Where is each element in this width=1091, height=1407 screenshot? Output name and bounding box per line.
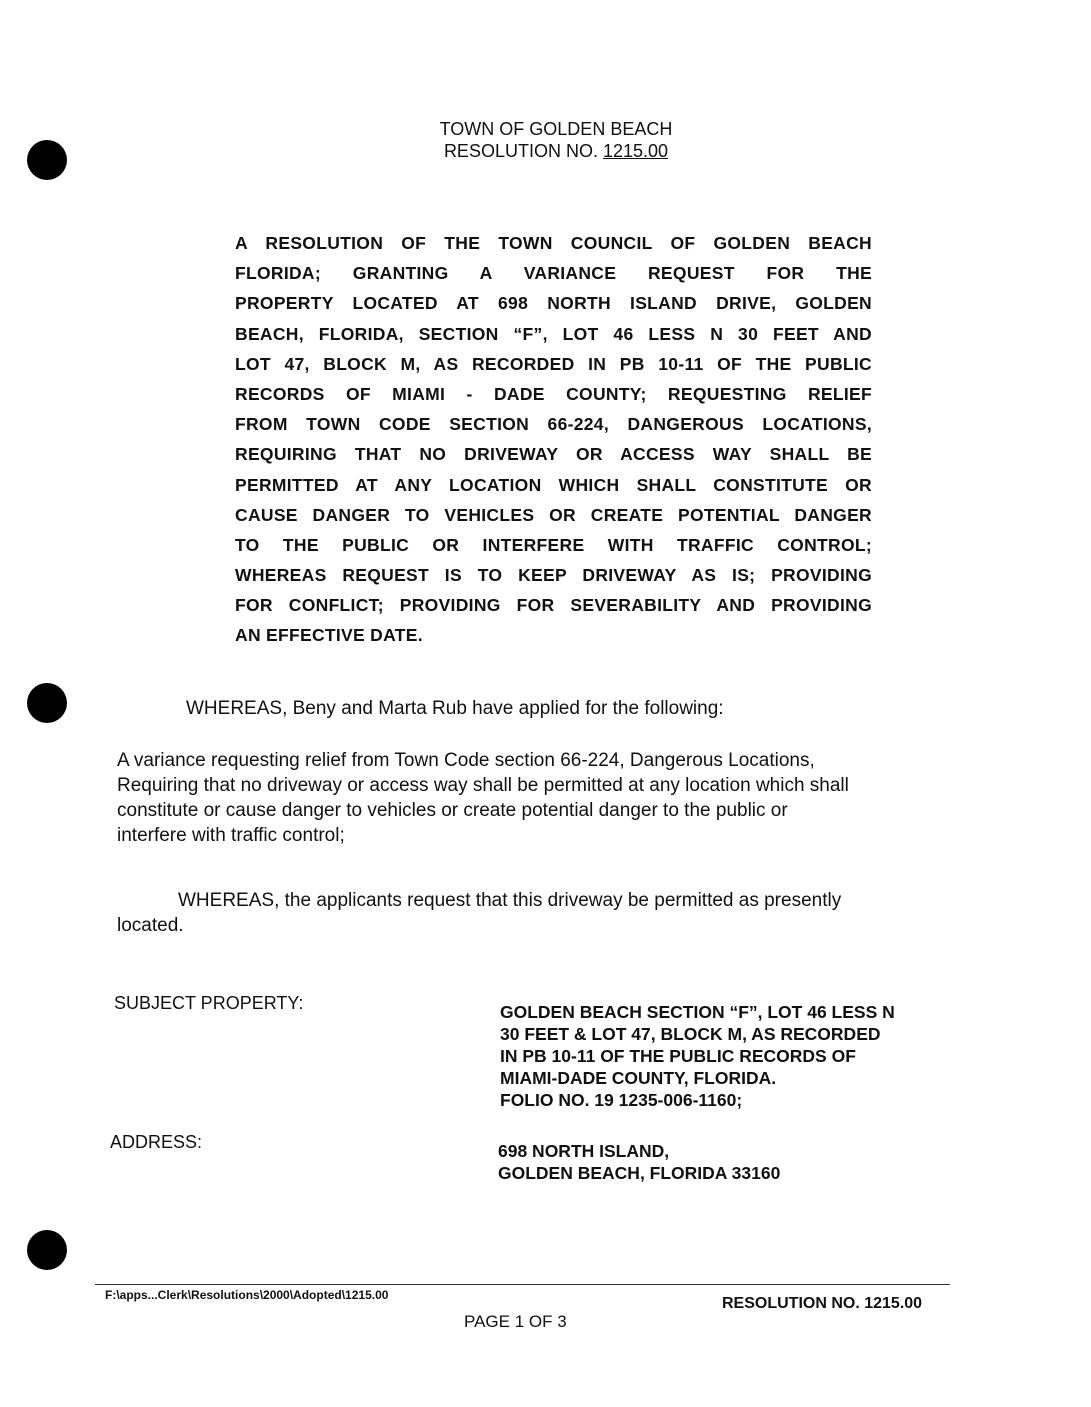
punch-hole — [27, 1230, 67, 1270]
text-line: FROM TOWN CODE SECTION 66-224, DANGEROUS LOCATIONS, — [235, 414, 872, 435]
resolution-label: RESOLUTION NO. — [443, 141, 598, 161]
text-line: REQUIRING THAT NO DRIVEWAY OR ACCESS WAY SHALL BE — [235, 444, 872, 465]
text-line: AN EFFECTIVE DATE. — [235, 625, 423, 646]
resolution-number: 1215.00 — [602, 141, 669, 161]
footer-file-path: F:\apps...Clerk\Resolutions\2000\Adopted\1215.00 — [105, 1288, 389, 1302]
text-line: BEACH, FLORIDA, SECTION “F”, LOT 46 LESS N 30 FEET AND — [235, 323, 872, 344]
text-line: A variance requesting relief from Town Code section 66-224, Dangerous Locations, — [117, 750, 815, 771]
text-line: RECORDS OF MIAMI - DADE COUNTY; REQUESTING RELIEF — [235, 383, 872, 404]
address-label: ADDRESS: — [110, 1132, 203, 1152]
footer-divider — [95, 1284, 950, 1285]
whereas-request-cont: located. — [117, 915, 184, 936]
text-line: PROPERTY LOCATED AT 698 NORTH ISLAND DRIVE, GOLDEN — [235, 293, 872, 314]
text-line: Requiring that no driveway or access way shall be permitted at any location which shall — [117, 775, 849, 796]
town-title: TOWN OF GOLDEN BEACH — [439, 119, 673, 139]
footer-page-number: PAGE 1 OF 3 — [464, 1312, 567, 1331]
subject-property-label: SUBJECT PROPERTY: — [114, 993, 304, 1013]
address-value — [498, 1140, 780, 1184]
footer-resolution-number: RESOLUTION NO. 1215.00 — [722, 1295, 923, 1312]
text-line: WHEREAS REQUEST IS TO KEEP DRIVEWAY AS IS; PROVIDING — [235, 565, 872, 586]
text-line: TO THE PUBLIC OR INTERFERE WITH TRAFFIC CONTROL; — [235, 534, 872, 555]
text-line: 698 NORTH ISLAND, — [498, 1141, 670, 1161]
whereas-request: WHEREAS, the applicants request that this driveway be permitted as presently — [178, 890, 842, 911]
text-line: IN PB 10-11 OF THE PUBLIC RECORDS OF — [500, 1046, 856, 1066]
text-line: A RESOLUTION OF THE TOWN COUNCIL OF GOLDEN BEACH — [235, 233, 872, 253]
text-line: interfere with traffic control; — [117, 825, 345, 846]
text-line: LOT 47, BLOCK M, AS RECORDED IN PB 10-11 OF THE PUBLIC — [235, 353, 872, 374]
text-line: constitute or cause danger to vehicles or create potential danger to the public or — [117, 800, 788, 821]
resolution-summary — [235, 228, 872, 651]
punch-hole — [27, 683, 67, 723]
whereas-applicants: WHEREAS, Beny and Marta Rub have applied for the following: — [186, 698, 724, 719]
text-line: FOR CONFLICT; PROVIDING FOR SEVERABILITY AND PROVIDING — [235, 595, 872, 616]
variance-paragraph — [117, 748, 967, 848]
text-line: FOLIO NO. 19 1235-006-1160; — [500, 1090, 743, 1110]
text-line: PERMITTED AT ANY LOCATION WHICH SHALL CONSTITUTE OR — [235, 474, 872, 495]
text-line: GOLDEN BEACH, FLORIDA 33160 — [498, 1163, 781, 1183]
text-line: GOLDEN BEACH SECTION “F”, LOT 46 LESS N — [500, 1002, 895, 1022]
resolution-title — [356, 141, 756, 162]
punch-hole — [27, 140, 67, 180]
text-line: FLORIDA; GRANTING A VARIANCE REQUEST FOR THE — [235, 263, 872, 284]
subject-property-value — [500, 1001, 956, 1111]
text-line: CAUSE DANGER TO VEHICLES OR CREATE POTENTIAL DANGER — [235, 504, 872, 525]
text-line: 30 FEET & LOT 47, BLOCK M, AS RECORDED — [500, 1024, 881, 1044]
text-line: MIAMI-DADE COUNTY, FLORIDA. — [500, 1068, 777, 1088]
